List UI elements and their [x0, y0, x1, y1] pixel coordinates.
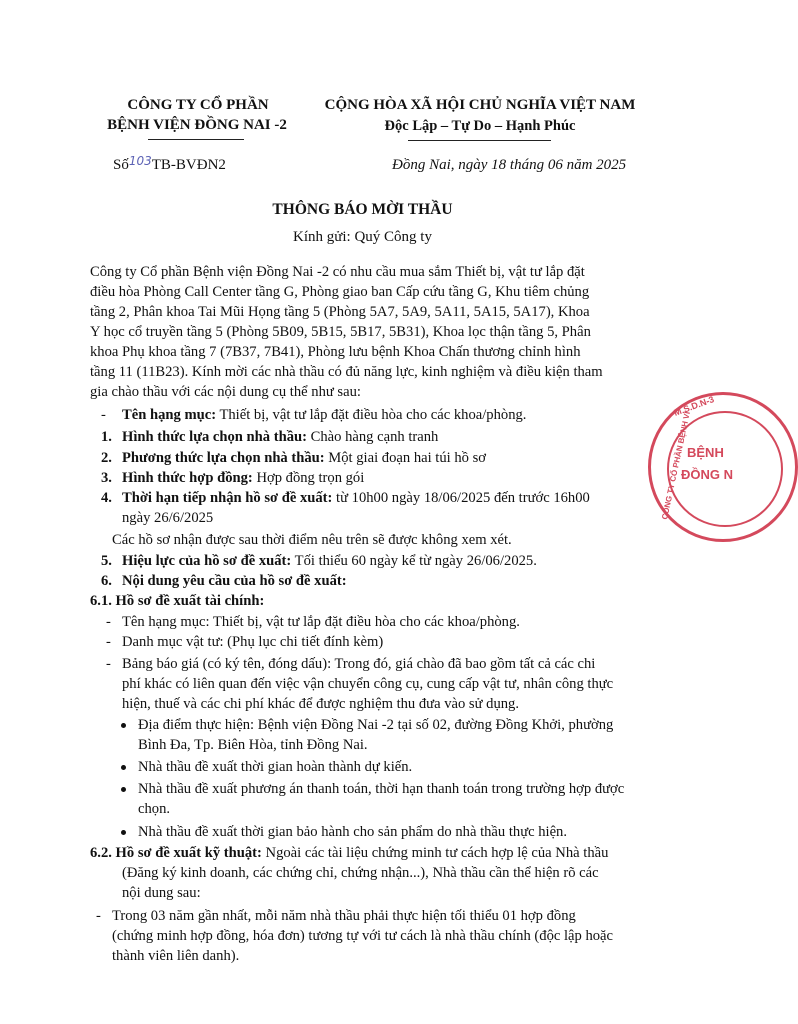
item-1: [122, 427, 438, 447]
section-6-2-value: Ngoài các tài liệu chứng minh tư cách hợp lệ của Nhà thầu: [261, 845, 609, 861]
last-line2: (chứng minh hợp đồng, hóa đơn) tương tự với tư cách là nhà thầu chính (độc lập hoặc: [112, 928, 614, 944]
doc-number-suffix: TB-BVĐN2: [151, 157, 226, 173]
bullet-dot: [121, 723, 126, 728]
intro-line-7: gia chào thầu với các nội dung cụ thể như sau:: [90, 384, 361, 400]
s61-c-line3: hiện, thuế và các chi phí khác để được nghiệm thu đưa vào sử dụng.: [122, 696, 519, 712]
item-name-label: Tên hạng mục:: [122, 407, 217, 423]
item-name-value: Thiết bị, vật tư lắp đặt điều hòa cho các khoa/phòng.: [216, 407, 527, 423]
greeting: Kính gửi: Quý Công ty: [293, 229, 432, 245]
last-dash: -: [96, 908, 101, 924]
item-4-note: Các hồ sơ nhận được sau thời điểm nêu trên sẽ được không xem xét.: [112, 532, 512, 548]
item-1-number: 1.: [101, 429, 112, 445]
section-6-2-line3: nội dung sau:: [122, 885, 201, 901]
doc-number-prefix: Số: [113, 157, 129, 173]
item-1-label: Hình thức lựa chọn nhà thầu:: [122, 429, 307, 445]
intro-line-6: tầng 11 (11B23). Kính mời các nhà thầu có đủ năng lực, kinh nghiệm và điều kiện tham: [90, 364, 603, 380]
s61-a: Tên hạng mục: Thiết bị, vật tư lắp đặt điều hòa cho các khoa/phòng.: [122, 614, 520, 630]
company-seal-stamp: [648, 392, 798, 542]
item-name-dash: -: [101, 407, 106, 423]
item-5-value: Tối thiểu 60 ngày kể từ ngày 26/06/2025.: [291, 553, 537, 569]
nation-title: CỘNG HÒA XÃ HỘI CHỦ NGHĨA VIỆT NAM: [324, 97, 636, 113]
s61-c-dash: -: [106, 656, 111, 672]
company-name-line1: CÔNG TY CỔ PHẦN: [127, 97, 269, 113]
place-date: Đồng Nai, ngày 18 tháng 06 năm 2025: [392, 157, 627, 173]
item-4: [122, 488, 590, 508]
motto-underline: [408, 140, 551, 141]
item-2-number: 2.: [101, 450, 112, 466]
bullet-dot: [121, 765, 126, 770]
item-2-label: Phương thức lựa chọn nhà thầu:: [122, 450, 325, 466]
item-4-value: từ 10h00 ngày 18/06/2025 đến trước 16h00: [332, 490, 590, 506]
item-4-number: 4.: [101, 490, 112, 506]
item-5: [122, 551, 537, 571]
item-4-label: Thời hạn tiếp nhận hồ sơ đề xuất:: [122, 490, 333, 506]
intro-line-5: khoa Phụ khoa tầng 7 (7B37, 7B41), Phòng lưu bệnh Khoa Chấn thương chỉnh hình: [90, 344, 581, 360]
item-name: [122, 405, 526, 425]
bullet-dot: [121, 830, 126, 835]
seal-text-mid2: ĐỒNG N: [681, 467, 733, 482]
item-5-number: 5.: [101, 553, 112, 569]
intro-line-4: Y học cổ truyền tầng 5 (Phòng 5B09, 5B15, 5B17, 5B31), Khoa lọc thận tầng 5, Phân: [90, 324, 591, 340]
intro-line-3: tầng 2, Phân khoa Tai Mũi Họng tầng 5 (Phòng 5A7, 5A9, 5A11, 5A15, 5A17), Khoa: [90, 304, 590, 320]
seal-text-mid1: BỆNH: [687, 445, 724, 460]
bullet-3-line1: Nhà thầu đề xuất phương án thanh toán, thời hạn thanh toán trong trường hợp được: [138, 781, 625, 797]
bullet-3-line2: chọn.: [138, 801, 171, 817]
section-6-2-label: 6.2. Hồ sơ đề xuất kỹ thuật:: [90, 845, 262, 861]
doc-number: [113, 154, 226, 174]
bullet-1-line2: Bình Đa, Tp. Biên Hòa, tỉnh Đồng Nai.: [138, 737, 368, 753]
company-name-line2: BỆNH VIỆN ĐỒNG NAI -2: [107, 117, 287, 133]
item-3-label: Hình thức hợp đồng:: [122, 470, 253, 486]
item-4-value-cont: ngày 26/6/2025: [122, 510, 214, 526]
s61-c-line1: Bảng báo giá (có ký tên, đóng dấu): Trong đó, giá chào đã bao gồm tất cả các chi: [122, 656, 596, 672]
intro-line-1: Công ty Cổ phần Bệnh viện Đồng Nai -2 có nhu cầu mua sắm Thiết bị, vật tư lắp đặt: [90, 264, 585, 280]
bullet-2: Nhà thầu đề xuất thời gian hoàn thành dự kiến.: [138, 759, 413, 775]
page-title: THÔNG BÁO MỜI THẦU: [272, 201, 453, 218]
item-3-number: 3.: [101, 470, 112, 486]
item-3: [122, 468, 364, 488]
s61-c-line2: phí khác có liên quan đến việc vận chuyển công cụ, cung cấp vật tư, nhân công thực: [122, 676, 614, 692]
item-5-label: Hiệu lực của hồ sơ đề xuất:: [122, 553, 292, 569]
section-6-1-label: 6.1. Hồ sơ đề xuất tài chính:: [90, 593, 265, 609]
section-6-2: [90, 843, 608, 863]
item-6-label: Nội dung yêu cầu của hồ sơ đề xuất:: [122, 573, 347, 589]
item-3-value: Hợp đồng trọn gói: [252, 470, 365, 486]
item-6-number: 6.: [101, 573, 112, 589]
section-6-2-line2: (Đăng ký kinh doanh, các chứng chỉ, chứng nhận...), Nhà thầu cần thể hiện rõ các: [122, 865, 599, 881]
seal-text-side: CÔNG TY CỔ PHẦN BỆNH VI: [660, 410, 692, 521]
s61-a-dash: -: [106, 614, 111, 630]
company-underline: [148, 139, 244, 140]
intro-line-2: điều hòa Phòng Call Center tầng G, Phòng giao ban Cấp cứu tầng G, Khu tiêm chủng: [90, 284, 590, 300]
item-2-value: Một giai đoạn hai túi hồ sơ: [324, 450, 486, 466]
bullet-1-line1: Địa điểm thực hiện: Bệnh viện Đồng Nai -2 tại số 02, đường Đồng Khởi, phường: [138, 717, 614, 733]
item-2: [122, 448, 486, 468]
nation-motto: Độc Lập – Tự Do – Hạnh Phúc: [384, 118, 576, 134]
doc-number-handwritten: 103: [128, 154, 152, 168]
bullet-4: Nhà thầu đề xuất thời gian bảo hành cho sản phẩm do nhà thầu thực hiện.: [138, 824, 568, 840]
seal-text-top: M.S.D.N-3: [672, 394, 716, 418]
item-1-value: Chào hàng cạnh tranh: [307, 429, 439, 445]
bullet-dot: [121, 787, 126, 792]
s61-b: Danh mục vật tư: (Phụ lục chi tiết đính kèm): [122, 634, 384, 650]
s61-b-dash: -: [106, 634, 111, 650]
last-line3: thành viên liên danh).: [112, 948, 240, 964]
last-line1: Trong 03 năm gần nhất, mỗi năm nhà thầu phải thực hiện tối thiểu 01 hợp đồng: [112, 908, 576, 924]
